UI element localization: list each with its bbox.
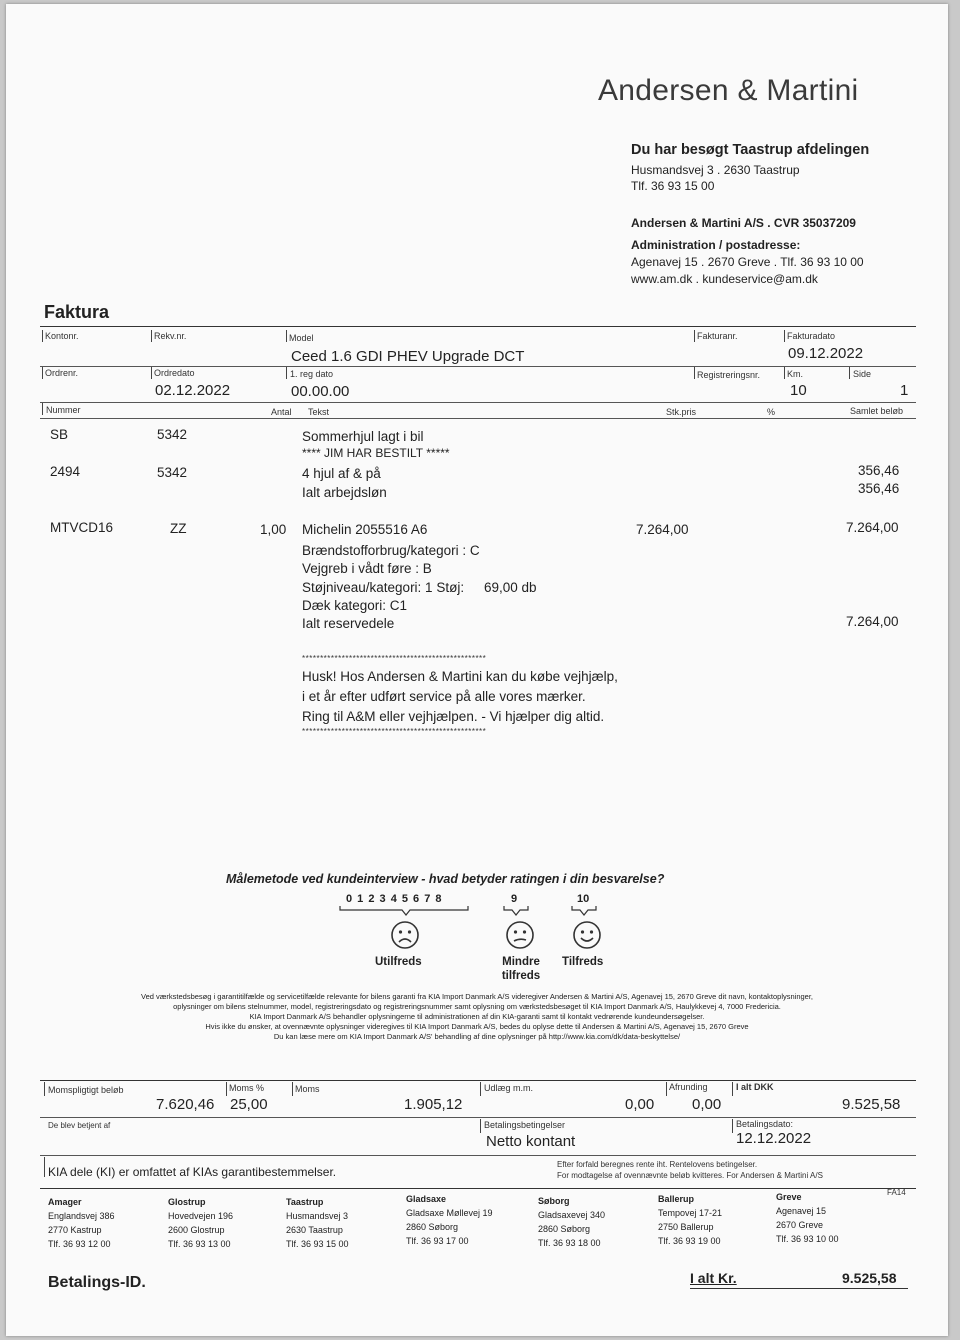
branch-gladsaxe	[406, 1192, 493, 1248]
tick	[151, 330, 152, 342]
branch-address: Hovedvejen 196	[168, 1211, 234, 1221]
ordredato-value: 02.12.2022	[155, 382, 231, 399]
branch-phone: Tlf. 36 93 12 00	[48, 1239, 111, 1249]
disclaimer-line: oplysninger om bilens stelnummer, model, registreringsdato og registreringsnummer samt oplysning om værkstedsbesøget til KIA Import Danmark A/S, Haulykkevej 4, 7000 Fredericia.	[173, 1002, 781, 1011]
branch-phone: Tlf. 36 93 17 00	[406, 1236, 469, 1246]
tick	[286, 330, 287, 342]
line-code: 5342	[157, 427, 188, 442]
notice-line: i et år efter udført service på alle vores mærker.	[302, 689, 586, 704]
rating-braces	[336, 904, 606, 918]
invoice-title: Faktura	[44, 302, 110, 322]
col-samlet: Samlet beløb	[850, 406, 904, 416]
line-code: ZZ	[170, 521, 187, 536]
line-code: 5342	[157, 465, 188, 480]
branch-ballerup	[658, 1192, 722, 1248]
tick	[694, 330, 695, 342]
sad-face-icon	[390, 920, 420, 950]
line-text: Vejgreb i vådt føre : B	[302, 561, 432, 576]
notice-line: Ring til A&M eller vejhjælpen. - Vi hjælper dig altid.	[302, 709, 605, 724]
label-betingelser: Betalingsbetingelser	[484, 1120, 566, 1130]
line-number: SB	[50, 427, 69, 442]
afrunding-value: 0,00	[692, 1096, 722, 1113]
line-total: 7.264,00	[846, 520, 899, 535]
label-ordredato: Ordredato	[154, 368, 195, 378]
rating-label-high: Tilfreds	[562, 956, 604, 968]
label-ialt: I alt DKK	[736, 1082, 774, 1092]
visit-heading: Du har besøgt Taastrup afdelingen	[631, 142, 870, 158]
tick	[42, 330, 43, 342]
line-text: Støjniveau/kategori: 1 Støj:	[302, 580, 465, 595]
branch-phone: Tlf. 36 93 13 00	[168, 1239, 231, 1249]
disclaimer-line: Du kan læse mere om KIA Import Danmark A/S' behandling af dine oplysninger på http://www.kia.com/dk/data-beskyttelse/	[273, 1032, 681, 1041]
col-antal: Antal	[271, 407, 292, 417]
udlaeg-value: 0,00	[625, 1096, 655, 1113]
title-rule	[40, 326, 916, 327]
ialt-value: 9.525,58	[842, 1096, 901, 1113]
tick	[732, 1082, 733, 1096]
kia-note: KIA dele (KI) er omfattet af KIAs garantibestemmelser.	[48, 1165, 337, 1179]
branch-phone: Tlf. 36 93 15 00	[286, 1239, 349, 1249]
label-km: Km.	[787, 369, 804, 379]
branch-address: Gladsaxe Møllevej 19	[406, 1208, 493, 1218]
branch-zip: 2860 Søborg	[406, 1222, 459, 1232]
branch-rule	[40, 1188, 916, 1189]
line-total: 7.264,00	[846, 614, 899, 629]
rating-scale-low: 0 1 2 3 4 5 6 7 8	[346, 893, 443, 905]
tick	[42, 403, 43, 415]
label-moms-pct: Moms %	[229, 1083, 265, 1093]
branch-glostrup	[168, 1195, 233, 1251]
line-total: 356,46	[858, 481, 900, 496]
label-model: Model	[289, 333, 314, 343]
branch-address: Husmandsvej 3	[286, 1211, 349, 1221]
tick	[784, 367, 785, 379]
branch-phone: Tlf. 36 93 19 00	[658, 1236, 721, 1246]
tick	[292, 1082, 293, 1096]
col-stkpris: Stk.pris	[666, 407, 697, 417]
betalingsdato-value: 12.12.2022	[736, 1130, 812, 1147]
line-text: Sommerhjul lagt i bil	[302, 429, 424, 444]
totals-rule	[40, 1080, 916, 1081]
tick	[694, 367, 695, 379]
branch-name: Søborg	[538, 1196, 570, 1206]
line-text: Brændstofforbrug/kategori : C	[302, 543, 480, 558]
col-pct: %	[767, 407, 776, 417]
disclaimer-line: Hvis ikke du ønsker, at ovennævnte oplysninger videregives til KIA Import Danmark A/S, bedes du oplyse dette til Andersen & Martini A/S, Agenavej 15, 2670 Greve	[205, 1022, 749, 1031]
col-nummer: Nummer	[46, 405, 81, 415]
footer-underline	[690, 1288, 908, 1289]
rating-scale-mid: 9	[511, 893, 518, 905]
label-kontonr: Kontonr.	[45, 331, 79, 341]
momspligtigt-value: 7.620,46	[156, 1096, 215, 1113]
branch-phone: Tlf. 36 93 18 00	[538, 1238, 601, 1248]
notice-line: Husk! Hos Andersen & Martini kan du købe vejhjælp,	[302, 669, 618, 684]
form-code: FA14	[887, 1188, 906, 1197]
rating-label-mid-2: tilfreds	[501, 970, 541, 982]
notice-stars-bottom: ***************************************************	[302, 727, 487, 736]
branch-address: Englandsvej 386	[48, 1211, 115, 1221]
tick	[226, 1082, 227, 1096]
branch-name: Taastrup	[286, 1197, 324, 1207]
side-value: 1	[900, 382, 909, 399]
label-fakturadato: Fakturadato	[787, 331, 836, 341]
label-betalingsdato: Betalingsdato:	[736, 1119, 794, 1129]
col-tekst: Tekst	[308, 407, 330, 417]
branch-name: Greve	[776, 1192, 802, 1202]
branch-zip: 2770 Kastrup	[48, 1225, 102, 1235]
line-text: 4 hjul af & på	[302, 466, 381, 481]
line-total: 356,46	[858, 463, 900, 478]
label-momspligtigt: Momspligtigt beløb	[48, 1085, 124, 1095]
tick	[849, 367, 850, 379]
label-ordrenr: Ordrenr.	[45, 368, 79, 378]
branch-address: Gladsaxevej 340	[538, 1210, 606, 1220]
web-line: www.am.dk . kundeservice@am.dk	[631, 272, 818, 286]
line-text: Michelin 2055516 A6	[302, 522, 428, 537]
branch-address: Tempovej 17-21	[658, 1208, 723, 1218]
branch-amager	[48, 1195, 115, 1251]
tick	[44, 1157, 45, 1177]
reg-dato-value: 00.00.00	[291, 383, 350, 400]
tick	[732, 1119, 733, 1133]
branch-taastrup	[286, 1195, 349, 1251]
label-reg-dato: 1. reg dato	[290, 369, 334, 379]
tick	[784, 330, 785, 342]
branch-name: Gladsaxe	[406, 1194, 447, 1204]
label-side: Side	[853, 369, 872, 379]
branch-name: Amager	[48, 1197, 82, 1207]
header-rule	[40, 402, 916, 403]
rente-note: For modtagelse af ovennævnte beløb kvitteres. For Andersen & Martini A/S	[557, 1171, 823, 1180]
line-text: Dæk kategori: C1	[302, 598, 408, 613]
line-value: 69,00 db	[484, 580, 537, 595]
happy-face-icon	[572, 920, 602, 950]
disclaimer-line: Ved værkstedsbesøg i garantitilfælde og servicetilfælde relevante for bilens garanti fra KIA Import Danmark A/S videregiver Andersen & Martini A/S, Agenavej 15, 2670 Greve dit navn, kontaktoplysninger,	[140, 992, 814, 1001]
line-text: Ialt reservedele	[302, 616, 395, 631]
rating-label-mid-1: Mindre	[502, 956, 540, 968]
branch-zip: 2860 Søborg	[538, 1224, 591, 1234]
disclaimer-line: KIA Import Danmark A/S behandler oplysningerne til administrationen af din KIA-garanti samt til kontakt vedrørende kundeundersøgelser.	[249, 1012, 705, 1021]
branch-zip: 2600 Glostrup	[168, 1225, 225, 1235]
line-text: **** JIM HAR BESTILT *****	[302, 446, 450, 460]
branch-address: Agenavej 15	[776, 1206, 827, 1216]
line-number: MTVCD16	[50, 520, 114, 535]
notice-stars-top: ***************************************************	[302, 654, 487, 663]
branch-name: Glostrup	[168, 1197, 206, 1207]
line-qty: 1,00	[260, 522, 287, 537]
line-number: 2494	[50, 464, 81, 479]
label-rekvnr: Rekv.nr.	[154, 331, 187, 341]
moms-value: 1.905,12	[404, 1096, 463, 1113]
branch-greve	[776, 1190, 839, 1246]
header-rule	[40, 418, 916, 419]
line-text: Ialt arbejdsløn	[302, 485, 387, 500]
visit-phone: Tlf. 36 93 15 00	[631, 179, 715, 193]
label-udlaeg: Udlæg m.m.	[484, 1083, 534, 1093]
tick	[666, 1082, 667, 1096]
disclaimer	[20, 992, 934, 1042]
company-name: Andersen & Martini	[598, 74, 859, 107]
admin-address: Agenavej 15 . 2670 Greve . Tlf. 36 93 10 00	[631, 255, 864, 269]
rente-note: Efter forfald beregnes rente iht. Rentelovens betingelser.	[557, 1160, 758, 1169]
tick	[286, 367, 287, 379]
totals-rule	[40, 1155, 916, 1156]
km-value: 10	[790, 382, 807, 399]
visit-address: Husmandsvej 3 . 2630 Taastrup	[631, 163, 800, 177]
tick	[44, 1082, 45, 1096]
ialt-kr-label: I alt Kr.	[690, 1270, 737, 1286]
ialt-kr-value: 9.525,58	[842, 1270, 897, 1286]
rating-label-low: Utilfreds	[375, 956, 422, 968]
totals-rule	[40, 1117, 916, 1118]
label-registreringsnr: Registreringsnr.	[697, 370, 761, 380]
line-price: 7.264,00	[636, 522, 689, 537]
rating-scale-high: 10	[577, 893, 590, 905]
tick	[151, 367, 152, 379]
branch-zip: 2750 Ballerup	[658, 1222, 714, 1232]
betingelser-value: Netto kontant	[486, 1133, 576, 1150]
neutral-face-icon	[505, 920, 535, 950]
label-afrunding: Afrunding	[669, 1082, 708, 1092]
model-value: Ceed 1.6 GDI PHEV Upgrade DCT	[291, 348, 525, 365]
admin-heading: Administration / postadresse:	[631, 238, 801, 252]
fakturadato-value: 09.12.2022	[788, 345, 864, 362]
label-betjent: De blev betjent af	[48, 1121, 111, 1130]
rating-heading: Målemetode ved kundeinterview - hvad betyder ratingen i din besvarelse?	[226, 872, 665, 886]
branch-soborg	[538, 1194, 605, 1250]
moms-pct-value: 25,00	[230, 1096, 268, 1113]
label-fakturanr: Fakturanr.	[697, 331, 738, 341]
tick	[480, 1119, 481, 1133]
branch-phone: Tlf. 36 93 10 00	[776, 1234, 839, 1244]
branch-zip: 2630 Taastrup	[286, 1225, 343, 1235]
tick	[480, 1082, 481, 1096]
tick	[42, 367, 43, 379]
invoice-paper	[6, 4, 948, 1336]
branch-name: Ballerup	[658, 1194, 695, 1204]
label-moms: Moms	[295, 1084, 320, 1094]
legal-line: Andersen & Martini A/S . CVR 35037209	[631, 216, 856, 230]
betalings-id-label: Betalings-ID.	[48, 1274, 146, 1291]
branch-zip: 2670 Greve	[776, 1220, 824, 1230]
